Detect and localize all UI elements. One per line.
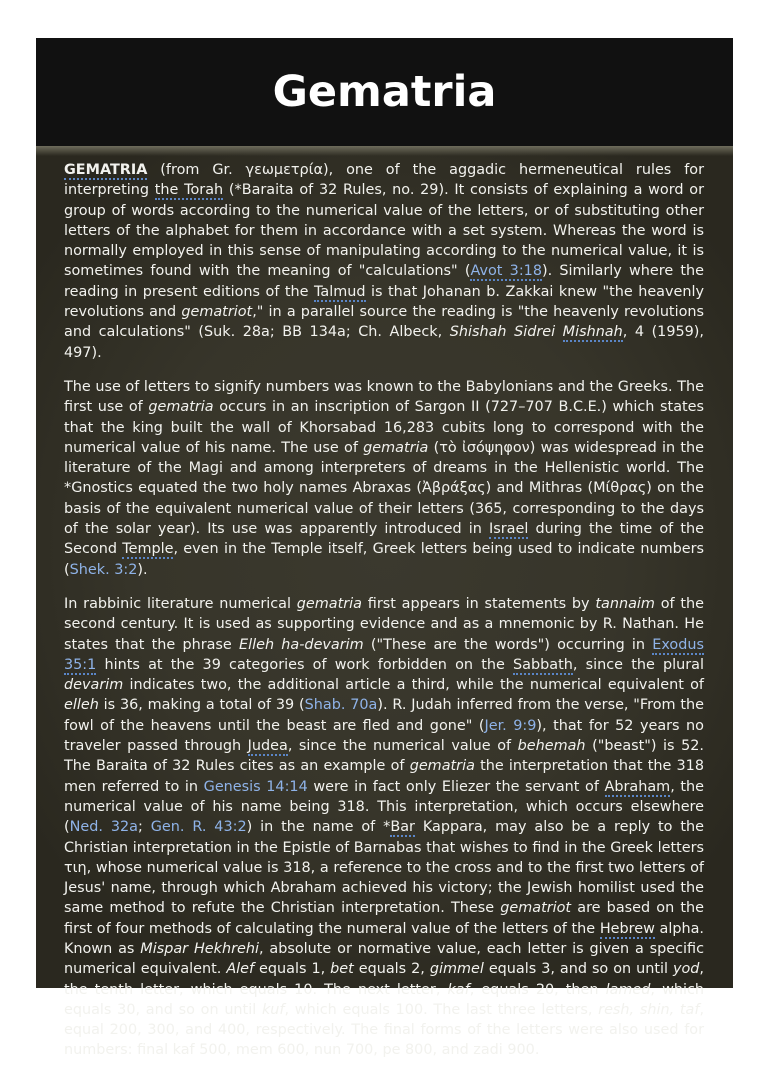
text-run: ," in a parallel source the reading is "the heavenly revolutions and calculations" (Suk. 28a; BB 134a; Ch. Albeck, <box>64 304 704 341</box>
text-run: were in fact only Eliezer the servant of <box>307 778 605 795</box>
text-run: , 4 (1959), 497). <box>64 324 704 361</box>
link-hebrew[interactable]: Hebrew <box>599 920 655 937</box>
italic-title: Shishah Sidrei <box>449 324 563 341</box>
link-ned[interactable]: Ned. 32a <box>69 819 138 836</box>
italic-term: tannaim <box>595 595 655 612</box>
text-run: equals 1, <box>254 961 331 978</box>
link-gen-r[interactable]: Gen. R. 43:2 <box>150 819 247 836</box>
article-body <box>36 146 733 1059</box>
italic-term: kuf <box>261 1001 285 1018</box>
italic-term: devarim <box>64 677 124 694</box>
text-run: hints at the 39 categories of work forbidden on the <box>96 656 514 673</box>
article-text <box>64 160 704 1075</box>
paragraph-2 <box>64 377 704 580</box>
text-run: Kappara, may also be a reply to the Christian interpretation in the Epistle of Barnabas that wishes to find in the Greek letters τιη, whose numerical value is 318, a reference to the cross and to the first two letters of Jesus' name, through which Abraham achieved his victory; the Jewish homilist used the same method to refute the Christian interpretation. These <box>64 819 704 917</box>
text-run: , absolute or normative value, each letter is given a specific numerical equivalent. <box>64 940 705 978</box>
link-temple[interactable]: Temple <box>122 541 174 558</box>
text-run: equals 3, and so on until <box>483 961 673 978</box>
text-run: indicates two, the additional article a third, while the numerical equivalent of <box>123 677 704 694</box>
link-mishnah[interactable]: Mishnah <box>562 324 623 341</box>
text-run: ("beast") is 52. The Baraita of 32 Rules cites as an example of <box>64 738 704 775</box>
text-run: , which equals 100. The last three letters, <box>284 1001 599 1018</box>
text-run: equals 2, <box>353 961 430 978</box>
italic-term: resh, shin, taf <box>598 1001 700 1018</box>
link-bar-kappara[interactable]: Bar <box>390 819 415 836</box>
paragraph-1 <box>64 160 704 363</box>
text-run: of the second century. It is used as supporting evidence and as a mnemonic by R. Nathan. He states that the phrase <box>64 595 704 653</box>
link-israel[interactable]: Israel <box>489 521 529 538</box>
link-exodus[interactable]: Exodus 35:1 <box>64 636 704 673</box>
text-run: , since the numerical value of <box>287 738 518 755</box>
link-shab[interactable]: Shab. 70a <box>304 697 378 714</box>
link-avot[interactable]: Avot 3:18 <box>470 263 542 280</box>
text-run: , since the plural <box>572 656 704 673</box>
link-genesis[interactable]: Genesis 14:14 <box>203 778 308 795</box>
italic-term: Elleh ha-devarim <box>239 636 364 653</box>
link-judea[interactable]: Judea <box>247 738 288 755</box>
italic-term: gematriot <box>181 304 253 321</box>
link-torah[interactable]: the Torah <box>154 182 224 199</box>
text-run: , equal 200, 300, and 400, respectively. The final forms of the letters were also used for numbers: final kaf 500, mem 600, nun 700, pe 800, and zadi 900. <box>64 1001 705 1059</box>
italic-term: gematriot <box>500 900 572 917</box>
italic-term: yod <box>672 961 700 978</box>
text-run: ), that for 52 years no traveler passed through <box>64 717 704 755</box>
link-shek[interactable]: Shek. 3:2 <box>69 561 138 578</box>
italic-term: bet <box>330 961 354 978</box>
text-run: (τὸ ἰσόψηφον) was widespread in the literature of the Magi and among interpreters of dreams in the Hellenistic world. The *Gnostics equated the two holy names Abraxas (Ἀβράξας) and Mithras (Μίθρας) on the basis of the equivalent numerical value of their letters (365, corresponding to the days of the solar year). Its use was apparently introduced in <box>64 439 704 538</box>
text-run: ("These are the words") occurring in <box>363 636 653 653</box>
text-run: In rabbinic literature numerical <box>64 595 297 612</box>
text-run: The use of letters to signify numbers was known to the Babylonians and the Greeks. The first use of <box>64 378 704 416</box>
italic-term: Alef <box>226 961 255 978</box>
link-talmud[interactable]: Talmud <box>314 283 366 300</box>
italic-term: kaf <box>447 981 470 998</box>
text-run: , which equals 30, and so on until <box>64 981 704 1018</box>
italic-term: Mispar Hekhrehi <box>140 940 259 957</box>
text-run: ). Similarly where the reading in present editions of the <box>64 263 705 300</box>
lead-term[interactable]: GEMATRIA <box>64 162 148 178</box>
italic-term: gematria <box>409 758 475 775</box>
title-banner <box>36 38 733 146</box>
article-card <box>36 38 733 1059</box>
link-sabbath[interactable]: Sabbath <box>513 656 573 673</box>
text-run: occurs in an inscription of Sargon II (727–707 B.C.E.) which states that the king built the wall of Khorsabad 16,283 cubits long to correspond with the numerical value of his name. The use of <box>64 399 705 456</box>
text-run: is 36, making a total of 39 ( <box>98 697 305 714</box>
italic-term: gematria <box>363 439 429 456</box>
page-title: Gematria <box>272 67 497 117</box>
link-jer[interactable]: Jer. 9:9 <box>484 717 537 734</box>
text-run: , equals 20, then <box>469 981 606 998</box>
italic-term: gematria <box>148 399 214 416</box>
text-run: alpha. Known as <box>64 920 704 957</box>
text-run: ). <box>137 561 148 578</box>
text-run: ). R. Judah inferred from the verse, "From the fowl of the heavens until the beast are fled and gone" ( <box>64 697 705 734</box>
italic-term: gematria <box>296 595 362 612</box>
text-run: (from Gr. γεωμετρία), one of the aggadic hermeneutical rules for interpreting <box>64 162 704 199</box>
text-run: , the tenth letter, which equals 10. The next letter, <box>64 961 704 998</box>
text-run: during the time of the Second <box>64 521 704 558</box>
text-run: (*Baraita of 32 Rules, no. 29). It consists of explaining a word or group of words according to the numerical value of the letters, or of substituting other letters of the alphabet for them in accordance with a set system. Whereas the word is normally employed in this sense of manipulating according to the numerical value, it is sometimes found with the meaning of "calculations" ( <box>64 182 704 280</box>
italic-term: elleh <box>64 697 99 714</box>
text-run: , the numerical value of his name being 318. This interpretation, which occurs elsewhere ( <box>64 778 705 836</box>
text-run: the interpretation that the 318 men referred to in <box>64 758 704 795</box>
text-run: are based on the first of four methods of calculating the numeral value of the letters of the <box>64 900 704 937</box>
text-run: ) in the name of * <box>246 819 391 836</box>
italic-term: behemah <box>517 738 586 755</box>
text-run: first appears in statements by <box>361 595 596 612</box>
paragraph-3 <box>64 594 704 1061</box>
text-run: , even in the Temple itself, Greek letters being used to indicate numbers ( <box>64 541 704 578</box>
link-abraham[interactable]: Abraham <box>604 778 671 795</box>
italic-term: lamed <box>605 981 651 998</box>
text-run: ; <box>137 819 151 836</box>
italic-term: gimmel <box>429 961 484 978</box>
text-run: is that Johanan b. Zakkai knew "the heavenly revolutions and <box>64 283 704 321</box>
